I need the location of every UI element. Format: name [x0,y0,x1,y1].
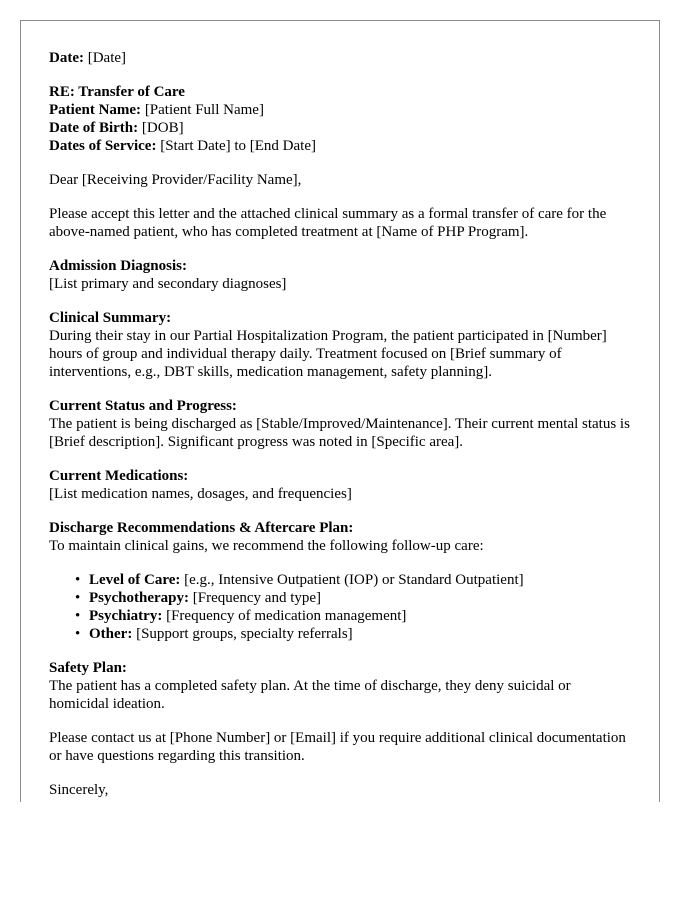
intro-paragraph: Please accept this letter and the attached clinical summary as a formal transfer of care for the above-named patient, who has completed treatment at [Name of PHP Program]. [49,206,607,240]
list-item-value: [e.g., Intensive Outpatient (IOP) or Standard Outpatient] [180,572,524,588]
bullet-icon: • [75,626,81,642]
bullet-icon: • [75,572,81,588]
bullet-icon: • [75,590,81,606]
status-body: The patient is being discharged as [Stable/Improved/Maintenance]. Their current mental status is [Brief description]. Significant progress was noted in [Specific area]. [49,416,630,450]
letter-content [21,21,659,799]
clinical-body: During their stay in our Partial Hospitalization Program, the patient participated in [Number] hours of group and individual therapy daily. Treatment focused on [Brief summary of interventions, e.g., DBT skills, medication management, safety planning]. [49,328,607,380]
medications-body: [List medication names, dosages, and frequencies] [49,486,352,502]
dates-of-service-value: [Start Date] to [End Date] [156,138,316,154]
date-label: Date: [49,50,84,66]
header-block [49,83,631,155]
list-item [75,625,631,643]
discharge-body: To maintain clinical gains, we recommend the following follow-up care: [49,538,484,554]
patient-name-value: [Patient Full Name] [141,102,264,118]
status-section [49,397,631,451]
discharge-section [49,519,631,555]
discharge-heading: Discharge Recommendations & Aftercare Plan: [49,520,354,536]
list-item-label: Psychotherapy: [89,590,189,606]
admission-section [49,257,631,293]
dob-label: Date of Birth: [49,120,139,136]
dob-value: [DOB] [138,120,184,136]
list-item [75,607,631,625]
letter-page [20,20,660,802]
safety-section [49,659,631,713]
closing: Sincerely, [49,782,109,798]
list-item-label: Level of Care: [89,572,181,588]
safety-body: The patient has a completed safety plan. At the time of discharge, they deny suicidal or homicidal ideation. [49,678,571,712]
contact-paragraph: Please contact us at [Phone Number] or [Email] if you require additional clinical documentation or have questions regarding this transition. [49,730,626,764]
list-item [75,571,631,589]
list-item-value: [Frequency of medication management] [162,608,407,624]
list-item [75,589,631,607]
medications-heading: Current Medications: [49,468,189,484]
medications-section [49,467,631,503]
date-value: [Date] [83,50,127,66]
bullet-icon: • [75,608,81,624]
list-item-value: [Frequency and type] [189,590,322,606]
clinical-section [49,309,631,381]
clinical-heading: Clinical Summary: [49,310,172,326]
admission-body: [List primary and secondary diagnoses] [49,276,287,292]
list-item-label: Other: [89,626,133,642]
patient-name-label: Patient Name: [49,102,142,118]
status-heading: Current Status and Progress: [49,398,237,414]
dates-of-service-label: Dates of Service: [49,138,157,154]
list-item-value: [Support groups, specialty referrals] [132,626,353,642]
salutation: Dear [Receiving Provider/Facility Name], [49,172,302,188]
admission-heading: Admission Diagnosis: [49,258,187,274]
re-line: RE: Transfer of Care [49,84,185,100]
list-item-label: Psychiatry: [89,608,163,624]
date-line [49,49,631,67]
recommendations-list [49,571,631,643]
safety-heading: Safety Plan: [49,660,127,676]
